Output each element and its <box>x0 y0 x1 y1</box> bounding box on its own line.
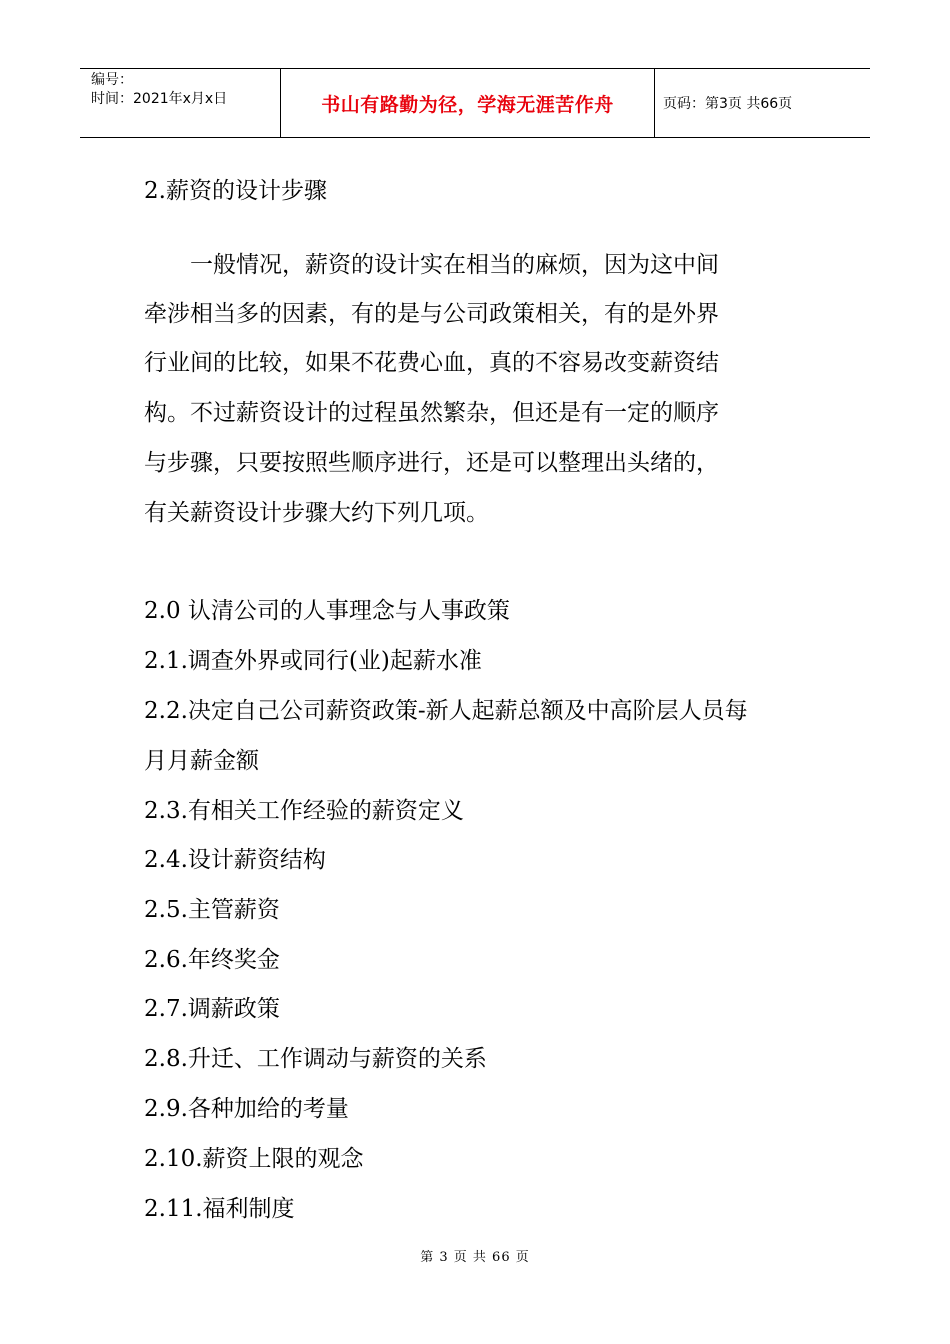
list-item: 2.5.主管薪资 <box>144 897 280 923</box>
header-page-info: 页码：第3页 共66页 <box>663 96 793 112</box>
header-right-cell <box>655 69 870 137</box>
list-item: 2.6.年终奖金 <box>144 947 280 973</box>
list-item: 2.11.福利制度 <box>144 1196 295 1222</box>
paragraph-line: 构。不过薪资设计的过程虽然繁杂，但还是有一定的顺序 <box>144 400 719 426</box>
list-item: 2.10.薪资上限的观念 <box>144 1146 364 1172</box>
header-left-cell <box>80 69 281 137</box>
paragraph-line: 与步骤，只要按照些顺序进行，还是可以整理出头绪的， <box>144 450 719 476</box>
list-item: 2.7.调薪政策 <box>144 996 280 1022</box>
list-item: 2.3.有相关工作经验的薪资定义 <box>144 798 464 824</box>
list-item: 2.9.各种加给的考量 <box>144 1096 349 1122</box>
section-title: 2.薪资的设计步骤 <box>144 178 327 204</box>
paragraph-line: 牵涉相当多的因素，有的是与公司政策相关，有的是外界 <box>144 301 719 327</box>
page-footer: 第 3 页 共 66 页 <box>420 1250 530 1265</box>
list-item: 2.4.设计薪资结构 <box>144 847 326 873</box>
list-item: 2.2.决定自己公司薪资政策-新人起薪总额及中高阶层人员每 <box>144 698 748 724</box>
serial-number-label: 编号： <box>91 72 133 88</box>
list-item: 2.8.升迁、工作调动与薪资的关系 <box>144 1046 487 1072</box>
header-middle-cell <box>281 69 655 137</box>
header-motto: 书山有路勤为径，学海无涯苦作舟 <box>321 93 614 116</box>
paragraph-line: 行业间的比较，如果不花费心血，真的不容易改变薪资结 <box>144 350 719 376</box>
date-label: 时间：2021年x月x日 <box>91 91 228 107</box>
list-item: 2.0 认清公司的人事理念与人事政策 <box>144 598 510 624</box>
page-header <box>80 68 870 138</box>
list-item: 2.1.调查外界或同行(业)起薪水准 <box>144 648 482 674</box>
list-item: 月月薪金额 <box>144 748 259 774</box>
paragraph-line: 有关薪资设计步骤大约下列几项。 <box>144 500 489 526</box>
paragraph-line: 一般情况，薪资的设计实在相当的麻烦，因为这中间 <box>144 252 719 278</box>
